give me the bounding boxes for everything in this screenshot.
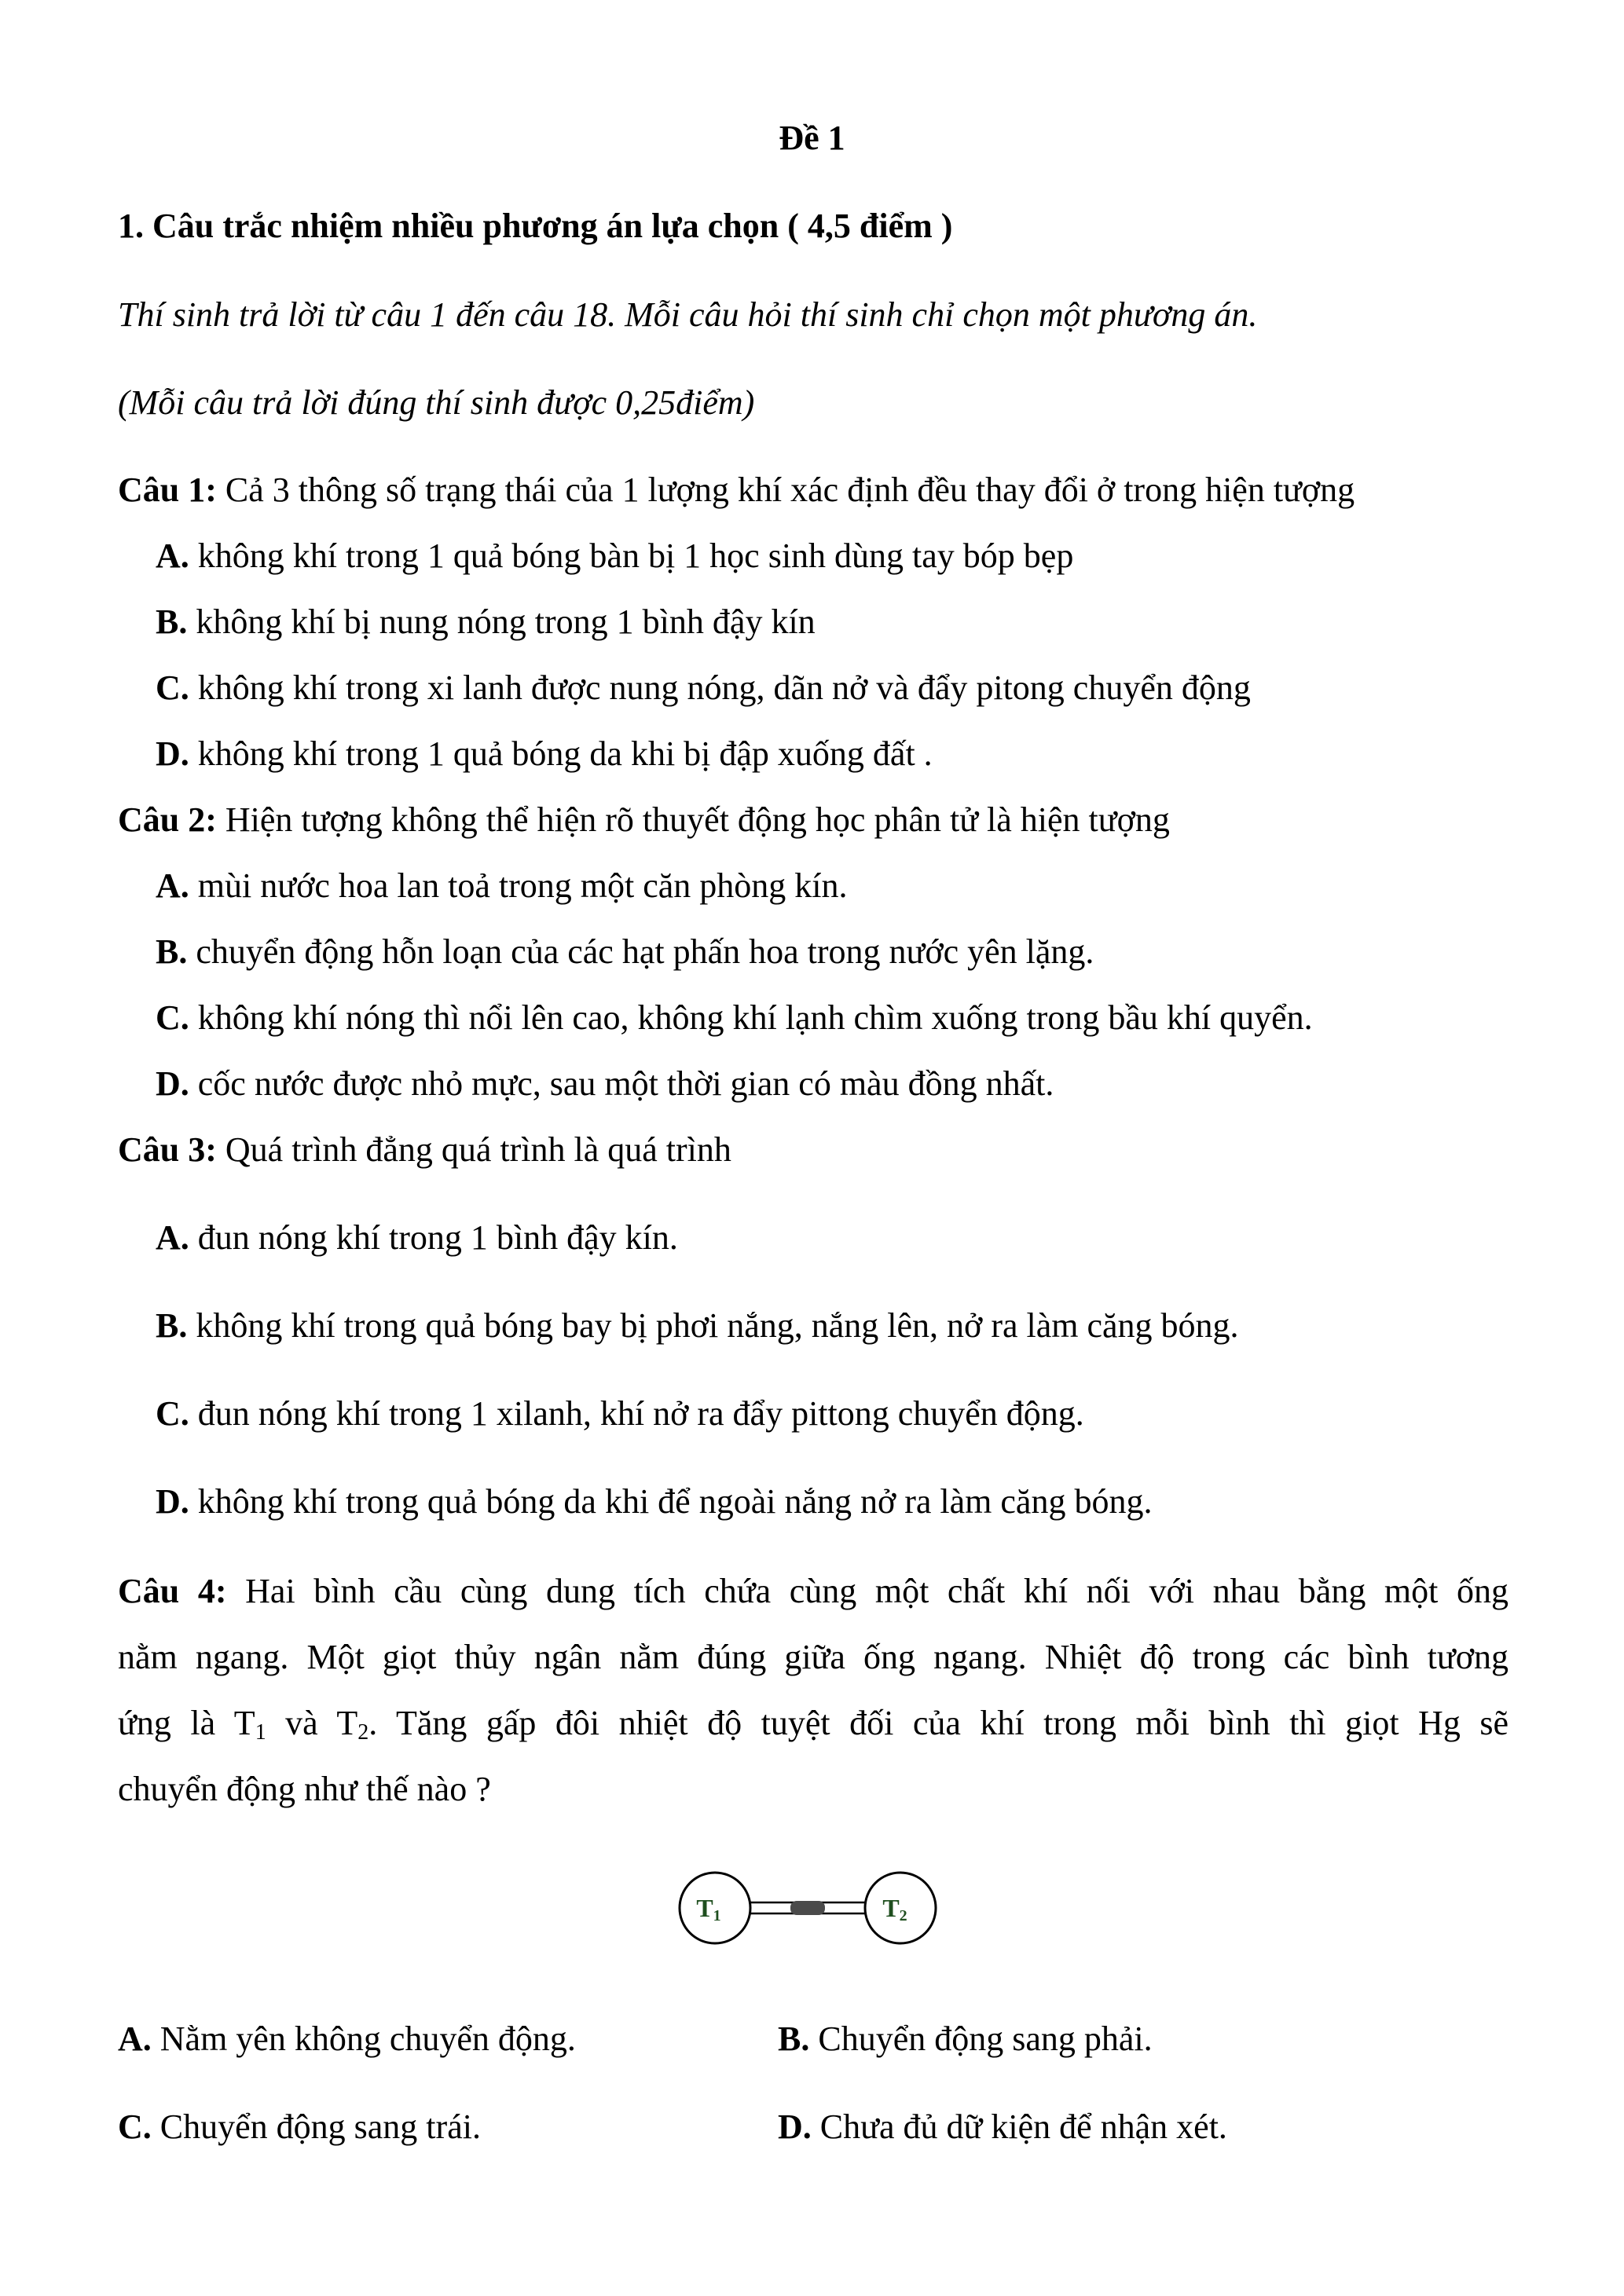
q4-option-a [118, 2019, 576, 2059]
option-letter: B. [778, 2020, 810, 2058]
question-4-line-1 [118, 1571, 1509, 1611]
q2-option-d [156, 1064, 1054, 1104]
q4-option-b [778, 2019, 1153, 2059]
question-text: Quá trình đẳng quá trình là quá trình [216, 1130, 731, 1169]
question-label: Câu 1: [118, 471, 217, 509]
option-text: không khí trong quả bóng da khi để ngoài nắng nở ra làm căng bóng. [189, 1482, 1153, 1521]
q4-option-d [778, 2107, 1227, 2147]
option-text: không khí trong quả bóng bay bị phơi nắng, nắng lên, nở ra làm căng bóng. [187, 1306, 1239, 1345]
option-text: mùi nước hoa lan toả trong một căn phòng kín. [189, 866, 848, 905]
q3-option-b [156, 1305, 1239, 1346]
option-letter: C. [156, 1394, 189, 1433]
option-text: đun nóng khí trong 1 xilanh, khí nở ra đẩy pittong chuyển động. [189, 1394, 1084, 1433]
question-4-line-4: chuyển động như thế nào ? [118, 1770, 491, 1808]
option-text: Chưa đủ dữ kiện để nhận xét. [811, 2107, 1227, 2146]
instruction-line-2: (Mỗi câu trả lời đúng thí sinh được 0,25điểm) [118, 383, 755, 422]
q3-option-a [156, 1218, 678, 1258]
q1-option-d [156, 734, 933, 774]
question-3 [118, 1130, 731, 1170]
option-letter: D. [156, 734, 189, 773]
option-text: Nằm yên không chuyển động. [151, 2020, 576, 2058]
q2-option-c [156, 998, 1313, 1038]
option-letter: A. [156, 1218, 189, 1257]
question-1 [118, 470, 1355, 510]
question-4-line-3 [118, 1703, 1509, 1745]
option-letter: C. [118, 2107, 152, 2146]
option-letter: B. [156, 1306, 188, 1345]
option-text: Chuyển động sang phải. [809, 2020, 1153, 2058]
option-text: không khí trong xi lanh được nung nóng, dãn nở và đẩy pitong chuyển động [189, 668, 1251, 707]
question-label: Câu 4: [118, 1572, 227, 1610]
option-text: cốc nước được nhỏ mực, sau một thời gian có màu đồng nhất. [189, 1064, 1054, 1103]
option-letter: D. [156, 1482, 189, 1521]
question-text: Cả 3 thông số trạng thái của 1 lượng khí xác định đều thay đổi ở trong hiện tượng [216, 471, 1355, 509]
option-letter: D. [778, 2107, 812, 2146]
option-text: không khí bị nung nóng trong 1 bình đậy kín [187, 602, 816, 641]
q1-option-b [156, 602, 816, 642]
q2-option-b [156, 932, 1094, 972]
option-letter: A. [156, 866, 189, 905]
subscript: 2 [357, 1720, 369, 1745]
left-bulb-label: T1 [696, 1894, 721, 1924]
question-text: Hai bình cầu cùng dung tích chứa cùng một chất khí nối với nhau bằng một ống [226, 1572, 1509, 1610]
option-text: không khí trong 1 quả bóng bàn bị 1 học sinh dùng tay bóp bẹp [189, 536, 1074, 575]
two-bulb-diagram [674, 1869, 941, 1956]
option-letter: A. [118, 2020, 152, 2058]
exam-title: Đề 1 [779, 119, 845, 157]
q2-option-a [156, 866, 848, 906]
option-letter: C. [156, 998, 189, 1037]
q1-option-c [156, 668, 1251, 708]
option-text: chuyển động hỗn loạn của các hạt phấn hoa trong nước yên lặng. [187, 932, 1094, 971]
option-text: không khí nóng thì nổi lên cao, không khí lạnh chìm xuống trong bầu khí quyển. [189, 998, 1313, 1037]
option-letter: B. [156, 932, 188, 971]
question-text: và T [266, 1704, 358, 1742]
question-text: Hiện tượng không thể hiện rõ thuyết động học phân tử là hiện tượng [216, 800, 1170, 839]
option-letter: D. [156, 1064, 189, 1103]
option-text: đun nóng khí trong 1 bình đậy kín. [189, 1218, 678, 1257]
right-bulb-label: T2 [882, 1894, 907, 1924]
option-letter: B. [156, 602, 188, 641]
question-text: . Tăng gấp đôi nhiệt độ tuyệt đối của khí trong mỗi bình thì giọt Hg sẽ [368, 1704, 1509, 1742]
instruction-line-1: Thí sinh trả lời từ câu 1 đến câu 18. Mỗi câu hỏi thí sinh chỉ chọn một phương án. [118, 295, 1258, 334]
q3-option-c [156, 1393, 1084, 1434]
question-4-line-2: nằm ngang. Một giọt thủy ngân nằm đúng giữa ống ngang. Nhiệt độ trong các bình tương [118, 1638, 1509, 1676]
option-letter: A. [156, 536, 189, 575]
question-text: ứng là T [118, 1704, 255, 1742]
section-heading: 1. Câu trắc nhiệm nhiều phương án lựa chọn ( 4,5 điểm ) [118, 207, 953, 245]
mercury-drop [790, 1901, 825, 1915]
option-text: Chuyển động sang trái. [151, 2107, 481, 2146]
option-letter: C. [156, 668, 189, 707]
question-label: Câu 3: [118, 1130, 217, 1169]
subscript: 1 [255, 1720, 266, 1745]
option-text: không khí trong 1 quả bóng da khi bị đập xuống đất . [189, 734, 933, 773]
question-label: Câu 2: [118, 800, 217, 839]
question-2 [118, 800, 1170, 840]
q4-option-c [118, 2107, 481, 2147]
q1-option-a [156, 536, 1073, 576]
q3-option-d [156, 1481, 1152, 1522]
